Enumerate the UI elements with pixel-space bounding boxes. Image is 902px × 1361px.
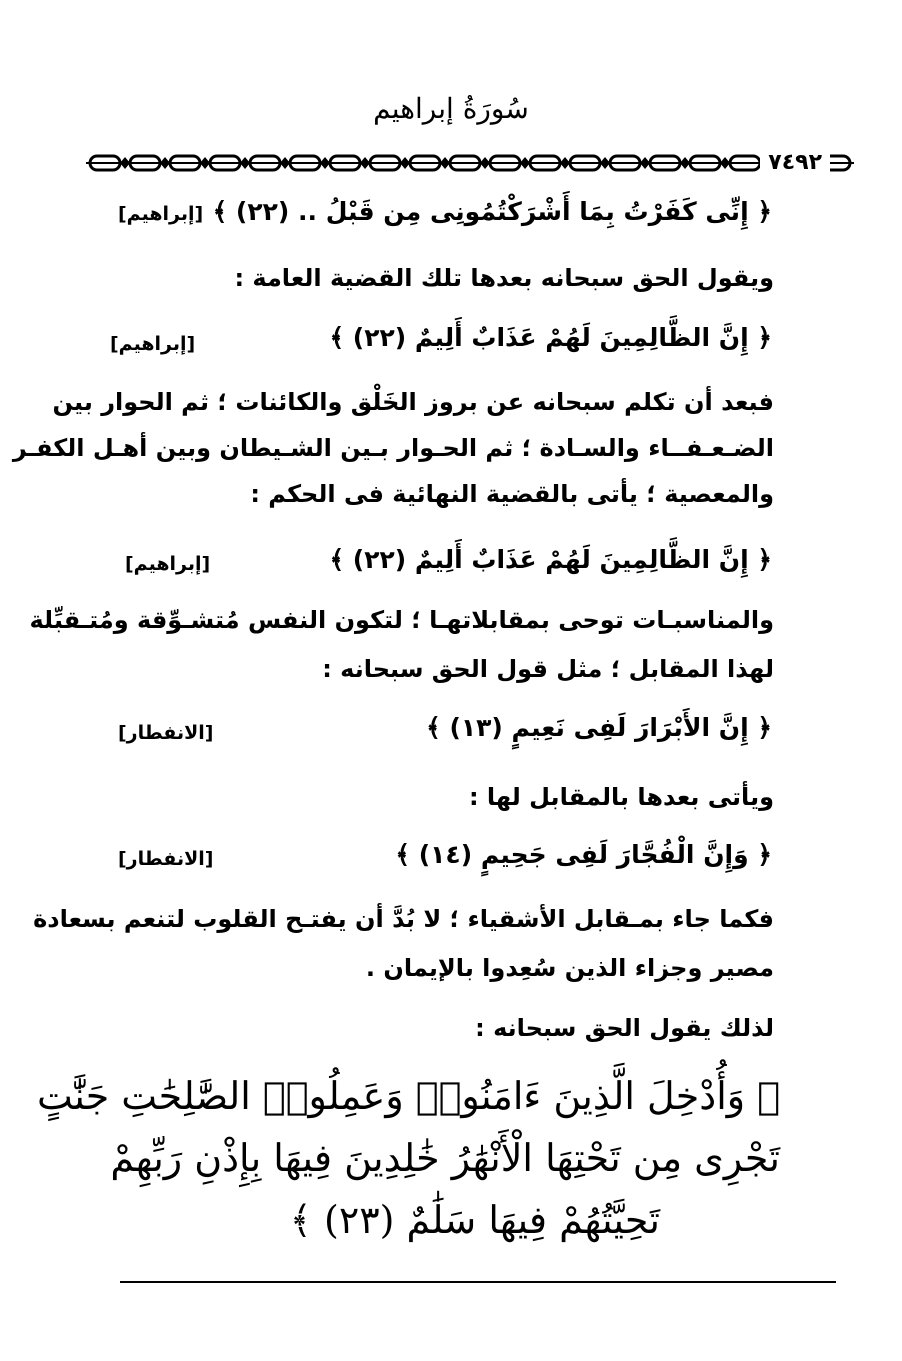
surah-reference: [إبراهيم] xyxy=(118,203,204,225)
page-number: ٧٤٩٢ xyxy=(760,148,830,178)
quran-verse: ﴿ إِنَّ الظَّالِمِينَ لَهُمْ عَذَابٌ أَلِيمٌ (٢٢) ﴾ xyxy=(329,545,772,574)
surah-reference: [الانفطار] xyxy=(118,848,214,870)
main-verse-line: ﴿ وَأُدْخِلَ الَّذِينَ ءَامَنُوا۟ وَعَمِلُوا۟ الصَّٰلِحَٰتِ جَنَّٰتٍ xyxy=(36,1074,780,1118)
paragraph-line: لهذا المقابل ؛ مثل قول الحق سبحانه : xyxy=(322,655,774,683)
paragraph-line: الضـعـفــاء والسـادة ؛ ثم الحـوار بـين الشـيطان وبين أهـل الكفـر xyxy=(12,434,774,462)
ornament-chain-icon xyxy=(86,148,854,178)
main-verse-line: تَجْرِى مِن تَحْتِهَا الْأَنْهَٰرُ خَٰلِدِينَ فِيهَا بِإِذْنِ رَبِّهِمْ xyxy=(110,1136,780,1180)
header-ornament-band xyxy=(86,148,854,178)
quran-verse: ﴿ إِنَّ الأَبْرَارَ لَفِى نَعِيمٍ (١٣) ﴾ xyxy=(426,713,772,742)
paragraph-line: ويقول الحق سبحانه بعدها تلك القضية العامة : xyxy=(234,264,774,292)
quran-verse: ﴿ إِنِّى كَفَرْتُ بِمَا أَشْرَكْتُمُونِى مِن قَبْلُ .. (٢٢) ﴾ xyxy=(212,197,772,226)
surah-reference: [إبراهيم] xyxy=(125,553,211,575)
surah-reference: [الانفطار] xyxy=(118,722,214,744)
paragraph-line: والمعصية ؛ يأتى بالقضية النهائية فى الحكم : xyxy=(250,480,774,508)
quran-verse: ﴿ إِنَّ الظَّالِمِينَ لَهُمْ عَذَابٌ أَلِيمٌ (٢٢) ﴾ xyxy=(329,323,772,352)
main-verse-line: تَحِيَّتُهُمْ فِيهَا سَلَٰمٌ (٢٣) ﴾ xyxy=(289,1198,660,1242)
paragraph-line: فبعد أن تكلم سبحانه عن بروز الخَلْق والكائنات ؛ ثم الحوار بين xyxy=(52,388,774,416)
surah-title: سُورَةُ إبراهيم xyxy=(373,92,529,125)
paragraph-line: ويأتى بعدها بالمقابل لها : xyxy=(468,783,774,811)
paragraph-line: والمناسبـات توحى بمقابلاتهـا ؛ لتكون النفس مُتشـوِّقة ومُتـقبِّلة xyxy=(29,606,774,634)
paragraph-line: لذلك يقول الحق سبحانه : xyxy=(475,1014,774,1042)
paragraph-line: فكما جاء بمـقابل الأشقياء ؛ لا بُدَّ أن يفتـح القلوب لتنعم بسعادة xyxy=(33,905,774,933)
surah-reference: [إبراهيم] xyxy=(110,333,196,355)
paragraph-line: مصير وجزاء الذين سُعِدوا بالإيمان . xyxy=(365,954,774,982)
footer-divider xyxy=(120,1281,836,1283)
quran-verse: ﴿ وَإِنَّ الْفُجَّارَ لَفِى جَحِيمٍ (١٤) ﴾ xyxy=(395,840,772,869)
